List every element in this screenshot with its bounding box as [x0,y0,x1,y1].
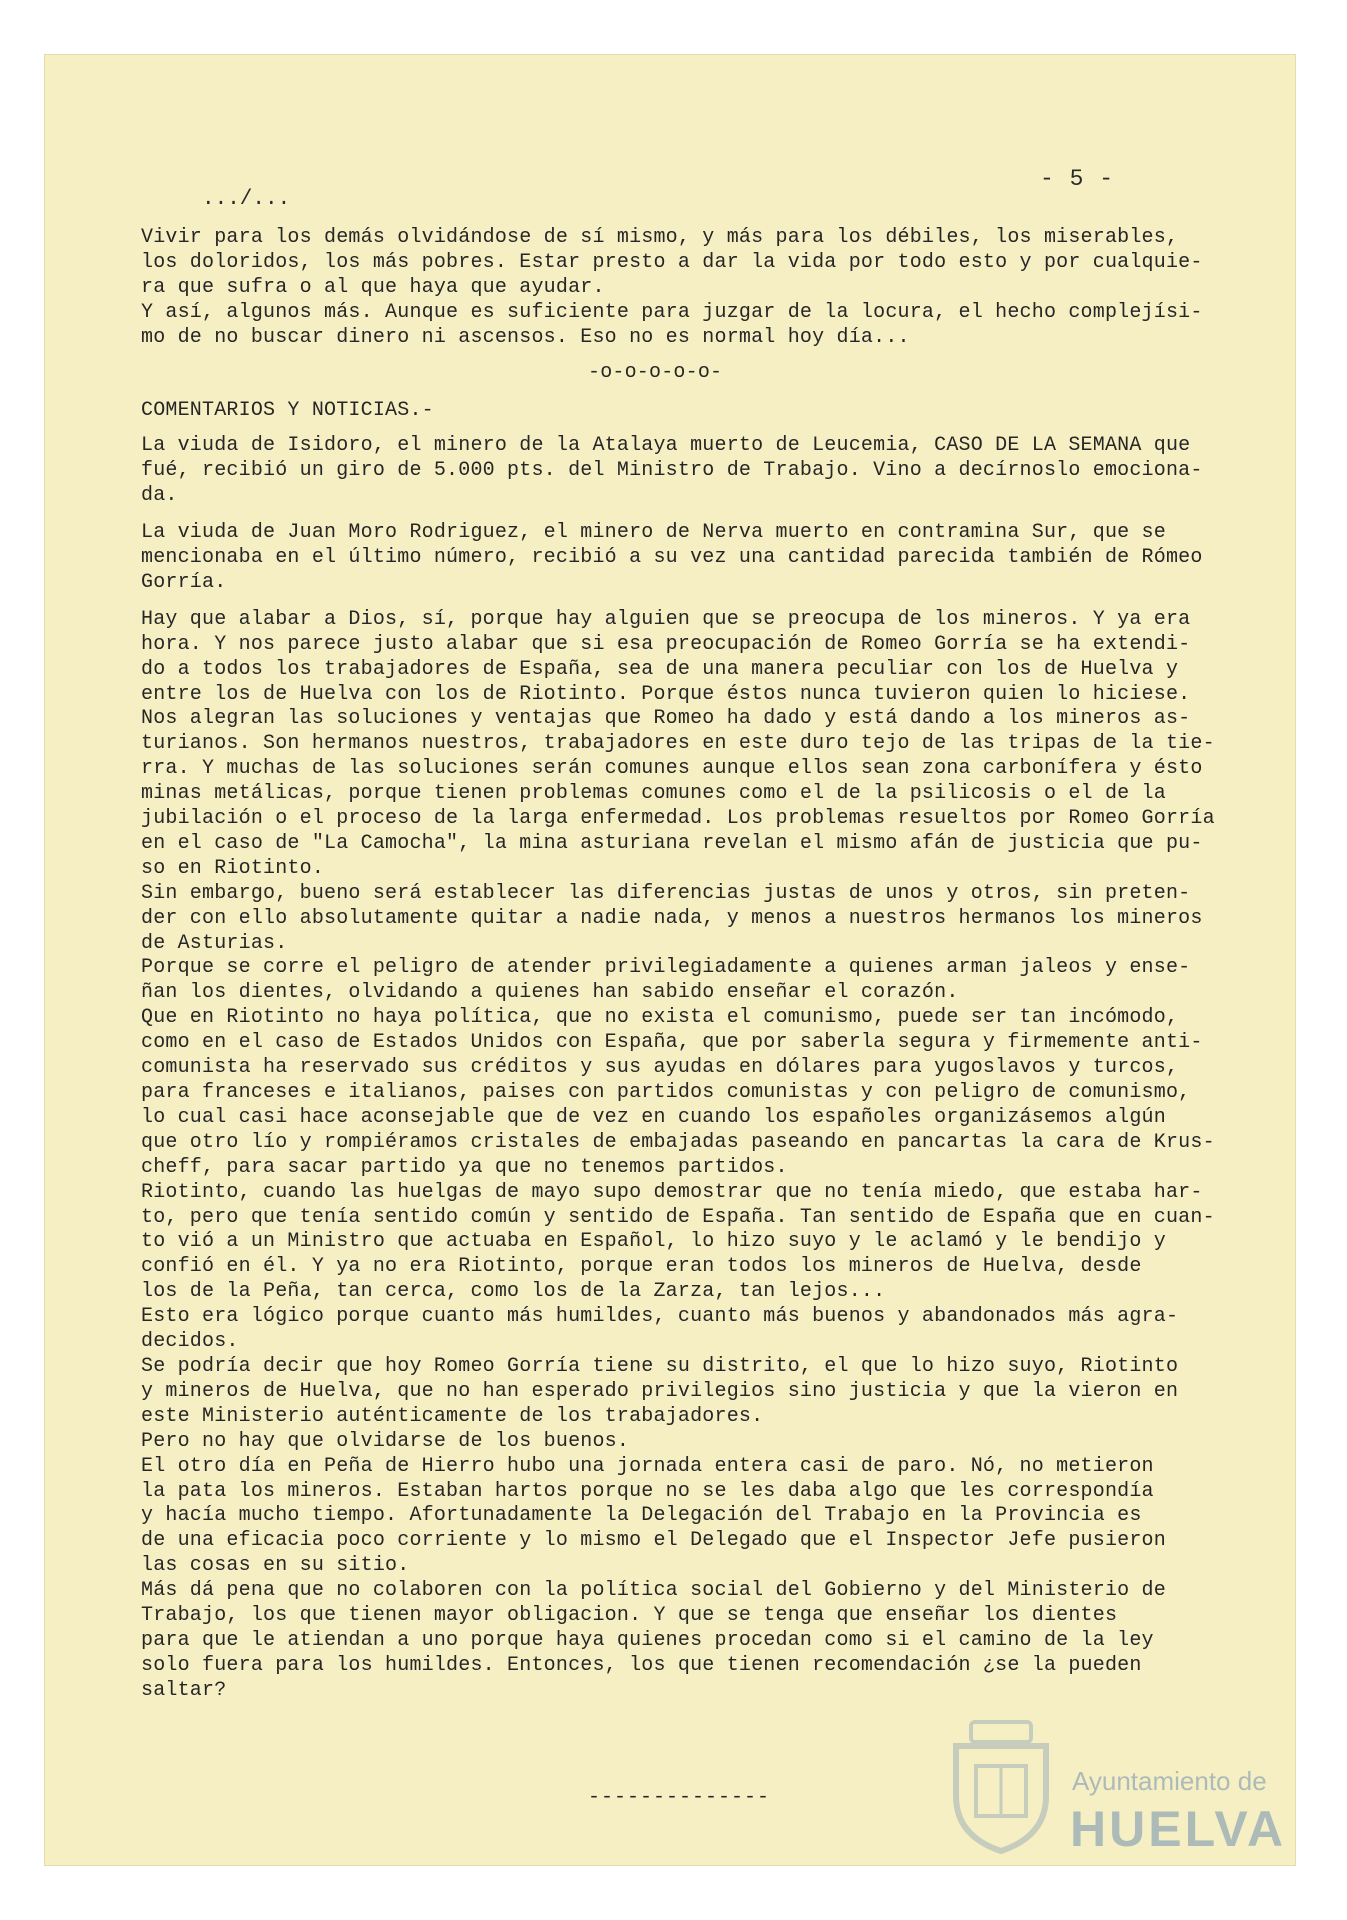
text-line: los de la Peña, tan cerca, como los de la Zarza, tan lejos... [141,1280,886,1304]
text-line: la pata los mineros. Estaban hartos porque no se les daba algo que les correspondía [141,1479,1154,1503]
text-line: jubilación o el proceso de la larga enfermedad. Los problemas resueltos por Romeo Gorría [141,807,1215,831]
page-number: - 5 - [1040,166,1115,192]
text-line: rra. Y muchas de las soluciones serán comunes aunque ellos sean zona carbonífera y ésto [141,757,1203,781]
text-line: da. [141,484,178,508]
paragraph-commentary [141,608,1231,1704]
text-line: de una eficacia poco corriente y lo mismo el Delegado que el Inspector Jefe pusieron [141,1529,1166,1553]
text-line: solo fuera para los humildes. Entonces, los que tienen recomendación ¿se la pueden [141,1653,1142,1677]
text-line: Más dá pena que no colaboren con la política social del Gobierno y del Ministerio de [141,1579,1166,1603]
watermark-title: HUELVA [1070,1801,1287,1857]
watermark-caption: Ayuntamiento de [1072,1766,1267,1796]
text-line: comunista ha reservado sus créditos y sus ayudas en dólares para yugoslavos y turcos, [141,1056,1179,1080]
text-line: entre los de Huelva con los de Riotinto. Porque éstos nunca tuvieron quien lo hiciese. [141,682,1191,706]
text-line: La viuda de Isidoro, el minero de la Atalaya muerto de Leucemia, CASO DE LA SEMANA que [141,434,1191,458]
text-line: Gorría. [141,570,227,594]
text-line: como en el caso de Estados Unidos con España, que por saberla segura y firmemente anti- [141,1031,1203,1055]
text-line: Sin embargo, bueno será establecer las diferencias justas de unos y otros, sin preten- [141,881,1191,905]
text-line: der con ello absolutamente quitar a nadie nada, y menos a nuestros hermanos los mineros [141,906,1203,930]
text-line: y hacía mucho tiempo. Afortunadamente la Delegación del Trabajo en la Provincia es [141,1504,1142,1528]
text-line: en el caso de "La Camocha", la mina asturiana revelan el mismo afán de justicia que pu- [141,831,1203,855]
intro-block [141,226,1231,351]
text-line: El otro día en Peña de Hierro hubo una jornada entera casi de paro. Nó, no metieron [141,1454,1154,1478]
text-line: Se podría decir que hoy Romeo Gorría tiene su distrito, el que lo hizo suyo, Riotinto [141,1354,1179,1378]
text-line: Trabajo, los que tienen mayor obligacion. Y que se tenga que enseñar los dientes [141,1604,1118,1628]
text-line: que otro lío y rompiéramos cristales de embajadas paseando en pancartas la cara de Krus- [141,1130,1215,1154]
end-rule: -------------- [588,1786,771,1809]
text-line: las cosas en su sitio. [141,1554,410,1578]
text-line: Riotinto, cuando las huelgas de mayo supo demostrar que no tenía miedo, que estaba har- [141,1180,1203,1204]
document-body [141,226,1231,1704]
text-line: Que en Riotinto no haya política, que no exista el comunismo, puede ser tan incómodo, [141,1006,1179,1030]
paragraph-widow-juan-moro [141,521,1231,596]
text-line: saltar? [141,1678,227,1702]
text-line: La viuda de Juan Moro Rodriguez, el minero de Nerva muerto en contramina Sur, que se [141,521,1166,545]
text-line: mencionaba en el último número, recibió a su vez una cantidad parecida también de Rómeo [141,545,1203,569]
text-line: lo cual casi hace aconsejable que de vez en cuando los españoles organizásemos algún [141,1105,1166,1129]
text-line: turianos. Son hermanos nuestros, trabajadores en este duro tejo de las tripas de la tie- [141,732,1215,756]
section-heading: COMENTARIOS Y NOTICIAS.- [141,399,434,423]
text-line: para franceses e italianos, paises con partidos comunistas y con peligro de comunismo, [141,1081,1191,1104]
coat-of-arms-icon [936,1716,1066,1856]
section-separator: -o-o-o-o-o- [588,360,723,384]
text-line: decidos. [141,1330,239,1354]
text-line: do a todos los trabajadores de España, sea de una manera peculiar con los de Huelva y [141,657,1179,681]
text-line: para que le atiendan a uno porque haya quienes procedan como si el camino de la ley [141,1628,1154,1652]
text-line: minas metálicas, porque tienen problemas comunes como el de la psilicosis o el de la [141,782,1166,806]
continuation-mark: .../... [202,188,291,211]
text-line: Vivir para los demás olvidándose de sí mismo, y más para los débiles, los miserables, [141,226,1179,249]
text-line: Nos alegran las soluciones y ventajas que Romeo ha dado y está dando a los mineros as- [141,707,1191,731]
text-line: este Ministerio auténticamente de los trabajadores. [141,1404,764,1428]
text-line: hora. Y nos parece justo alabar que si esa preocupación de Romeo Gorría se ha extendi- [141,632,1191,656]
paragraph-widow-isidoro [141,434,1231,509]
text-line: confió en él. Y ya no era Riotinto, porque eran todos los mineros de Huelva, desde [141,1255,1142,1279]
text-line: to vió a un Ministro que actuaba en Español, lo hizo suyo y le aclamó y le bendijo y [141,1230,1166,1254]
text-line: los doloridos, los más pobres. Estar presto a dar la vida por todo esto y por cualquie- [141,250,1203,274]
text-line: to, pero que tenía sentido común y sentido de España. Tan sentido de España que en cuan- [141,1205,1215,1229]
text-line: so en Riotinto. [141,856,325,880]
text-line: ra que sufra o al que haya que ayudar. [141,275,605,299]
text-line: y mineros de Huelva, que no han esperado privilegios sino justicia y que la vieron en [141,1379,1179,1403]
text-line: Porque se corre el peligro de atender privilegiadamente a quienes arman jaleos y ense- [141,956,1191,980]
text-line: de Asturias. [141,931,288,955]
text-line: ñan los dientes, olvidando a quienes han sabido enseñar el corazón. [141,981,959,1005]
text-line: Esto era lógico porque cuanto más humildes, cuanto más buenos y abandonados más agra- [141,1305,1179,1329]
text-line: Hay que alabar a Dios, sí, porque hay alguien que se preocupa de los mineros. Y ya era [141,607,1191,631]
text-line: Pero no hay que olvidarse de los buenos. [141,1429,630,1453]
text-line: mo de no buscar dinero ni ascensos. Eso no es normal hoy día... [141,325,910,349]
text-line: cheff, para sacar partido ya que no tenemos partidos. [141,1155,788,1179]
text-line: fué, recibió un giro de 5.000 pts. del Ministro de Trabajo. Vino a decírnoslo emociona- [141,459,1203,483]
text-line: Y así, algunos más. Aunque es suficiente para juzgar de la locura, el hecho complejísi- [141,300,1203,324]
